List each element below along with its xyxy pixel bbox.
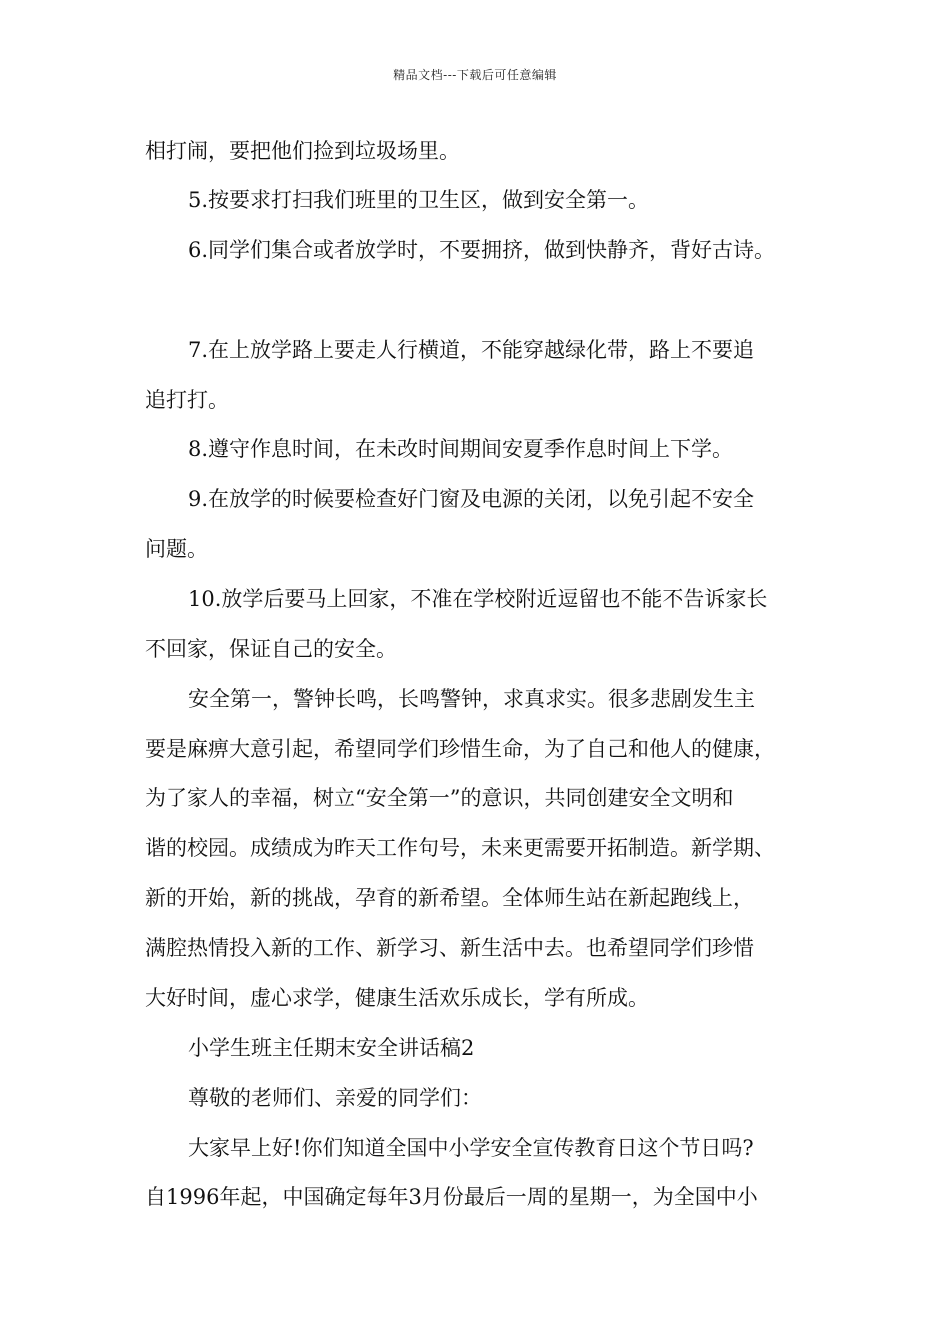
text-line: 不回家，保证自己的安全。 <box>145 637 397 661</box>
page-header: 精品文档---下载后可任意编辑 <box>393 68 557 82</box>
text-line: 安全第一，警钟长鸣，长鸣警钟，求真求实。很多悲剧发生主 <box>188 687 755 711</box>
text-line: 7.在上放学路上要走人行横道，不能穿越绿化带，路上不要追 <box>188 338 755 362</box>
text-line: 8.遵守作息时间，在未改时间期间安夏季作息时间上下学。 <box>188 437 734 461</box>
section-title: 小学生班主任期末安全讲话稿2 <box>188 1036 475 1060</box>
salutation: 尊敬的老师们、亲爱的同学们： <box>188 1086 482 1110</box>
text-line: 大家早上好!你们知道全国中小学安全宣传教育日这个节日吗? <box>188 1136 754 1160</box>
text-line: 6.同学们集合或者放学时，不要拥挤，做到快静齐，背好古诗。 <box>188 238 776 262</box>
text-line: 谐的校园。成绩成为昨天工作句号，未来更需要开拓制造。新学期、 <box>145 836 775 860</box>
text-line: 满腔热情投入新的工作、新学习、新生活中去。也希望同学们珍惜 <box>145 936 754 960</box>
text-line: 相打闹，要把他们捡到垃圾场里。 <box>145 139 460 163</box>
text-line: 5.按要求打扫我们班里的卫生区，做到安全第一。 <box>188 188 650 212</box>
text-line: 大好时间，虚心求学，健康生活欢乐成长，学有所成。 <box>145 986 649 1010</box>
text-line: 9.在放学的时候要检查好门窗及电源的关闭，以免引起不安全 <box>188 487 755 511</box>
text-line: 要是麻痹大意引起，希望同学们珍惜生命，为了自己和他人的健康， <box>145 737 775 761</box>
text-line: 追打打。 <box>145 388 229 412</box>
text-line: 新的开始，新的挑战，孕育的新希望。全体师生站在新起跑线上， <box>145 886 754 910</box>
text-line: 自1996年起，中国确定每年3月份最后一周的星期一，为全国中小 <box>145 1185 758 1209</box>
text-line: 问题。 <box>145 537 208 561</box>
text-line: 10.放学后要马上回家，不准在学校附近逗留也不能不告诉家长 <box>188 587 768 611</box>
text-line: 为了家人的幸福，树立“安全第一”的意识，共同创建安全文明和 <box>145 786 734 810</box>
